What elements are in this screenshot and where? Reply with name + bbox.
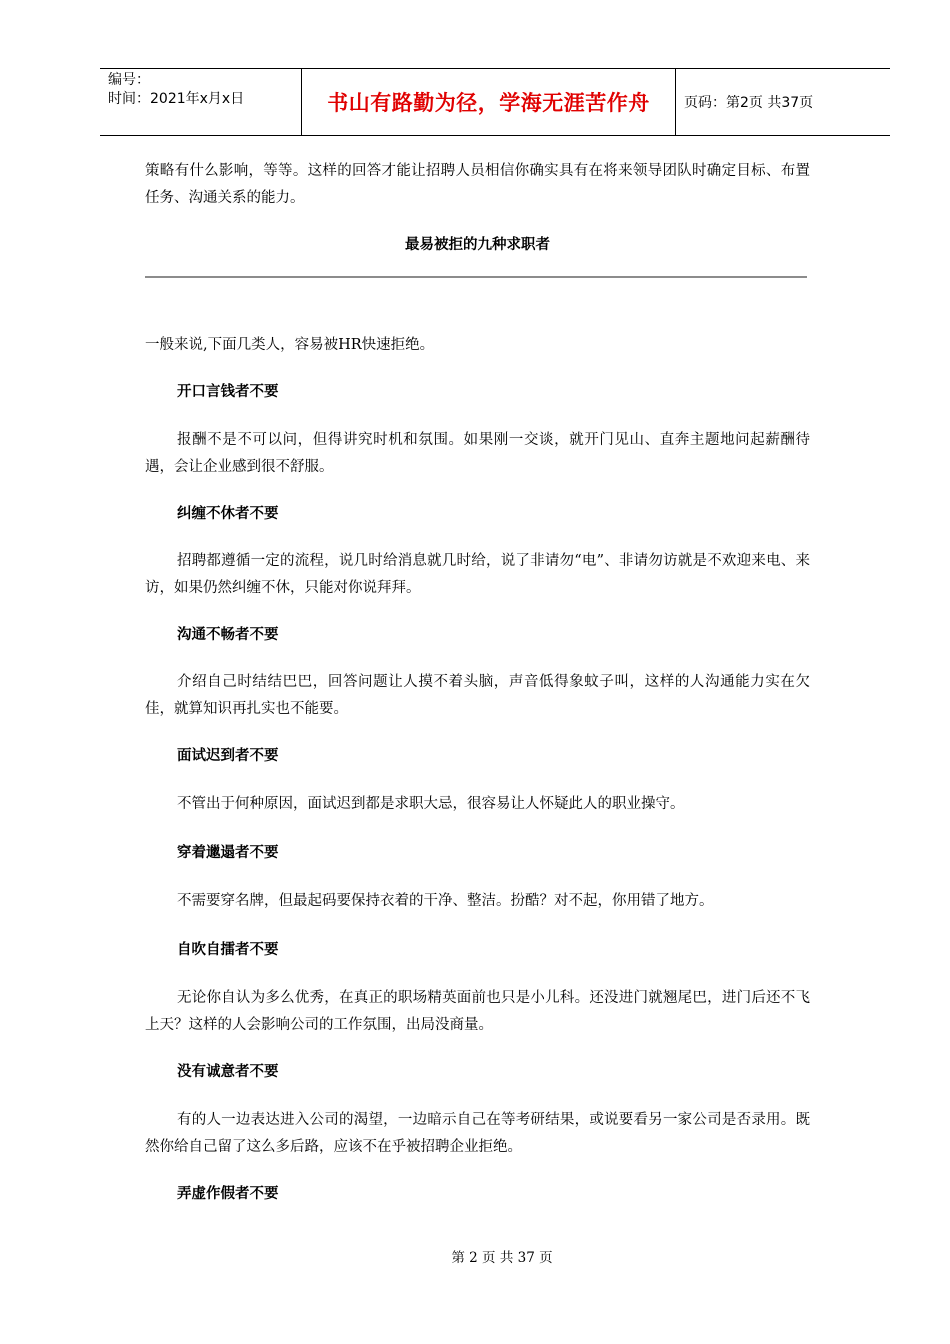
section-text: 不管出于何种原因，面试迟到都是求职大忌，很容易让人怀疑此人的职业操守。 xyxy=(177,796,685,812)
section-heading: 开口言钱者不要 xyxy=(177,384,279,400)
section-text: 招聘都遵循一定的流程，说几时给消息就几时给，说了非请勿“电”、非请勿访就是不欢迎来电、来访，如果仍然纠缠不休，只能对你说拜拜。 xyxy=(145,553,810,596)
section-heading: 没有诚意者不要 xyxy=(177,1064,279,1080)
document-body xyxy=(145,158,810,1205)
article-title: 最易被拒的九种求职者 xyxy=(405,237,550,253)
continuation-paragraph: 策略有什么影响，等等。这样的回答才能让招聘人员相信你确实具有在将来领导团队时确定目标、布置任务、沟通关系的能力。 xyxy=(145,163,810,206)
section-text: 不需要穿名牌，但最起码要保持衣着的干净、整洁。扮酷？对不起，你用错了地方。 xyxy=(177,893,714,909)
section-heading: 面试迟到者不要 xyxy=(177,748,279,764)
section-text: 介绍自己时结结巴巴，回答问题让人摸不着头脑，声音低得象蚊子叫，这样的人沟通能力实在欠佳，就算知识再扎实也不能要。 xyxy=(145,674,810,717)
section-text: 报酬不是不可以问，但得讲究时机和氛围。如果刚一交谈，就开门见山、直奔主题地问起薪酬待遇，会让企业感到很不舒服。 xyxy=(145,432,810,475)
header-meta xyxy=(100,69,302,135)
section-heading: 纠缠不休者不要 xyxy=(177,506,279,522)
page-header xyxy=(100,68,890,136)
section-heading: 穿着邋遢者不要 xyxy=(177,845,279,861)
section-heading: 自吹自擂者不要 xyxy=(177,942,279,958)
section-heading: 沟通不畅者不要 xyxy=(177,627,279,643)
section-text: 无论你自认为多么优秀，在真正的职场精英面前也只是小儿科。还没进门就翘尾巴，进门后还不飞上天？这样的人会影响公司的工作氛围，出局没商量。 xyxy=(145,990,810,1033)
section-text: 有的人一边表达进入公司的渴望，一边暗示自己在等考研结果，或说要看另一家公司是否录用。既然你给自己留了这么多后路，应该不在乎被招聘企业拒绝。 xyxy=(145,1112,810,1155)
time-label: 时间：2021年x月x日 xyxy=(108,91,245,107)
intro-paragraph: 一般来说,下面几类人，容易被HR快速拒绝。 xyxy=(145,337,435,353)
header-motto: 书山有路勤为径，学海无涯苦作舟 xyxy=(302,69,676,135)
section-heading: 弄虚作假者不要 xyxy=(177,1186,279,1202)
page-footer: 第 2 页 共 37 页 xyxy=(451,1250,553,1266)
title-divider xyxy=(145,276,807,278)
header-page-info: 页码：第2页 共37页 xyxy=(684,95,814,111)
number-label: 编号： xyxy=(108,72,150,88)
